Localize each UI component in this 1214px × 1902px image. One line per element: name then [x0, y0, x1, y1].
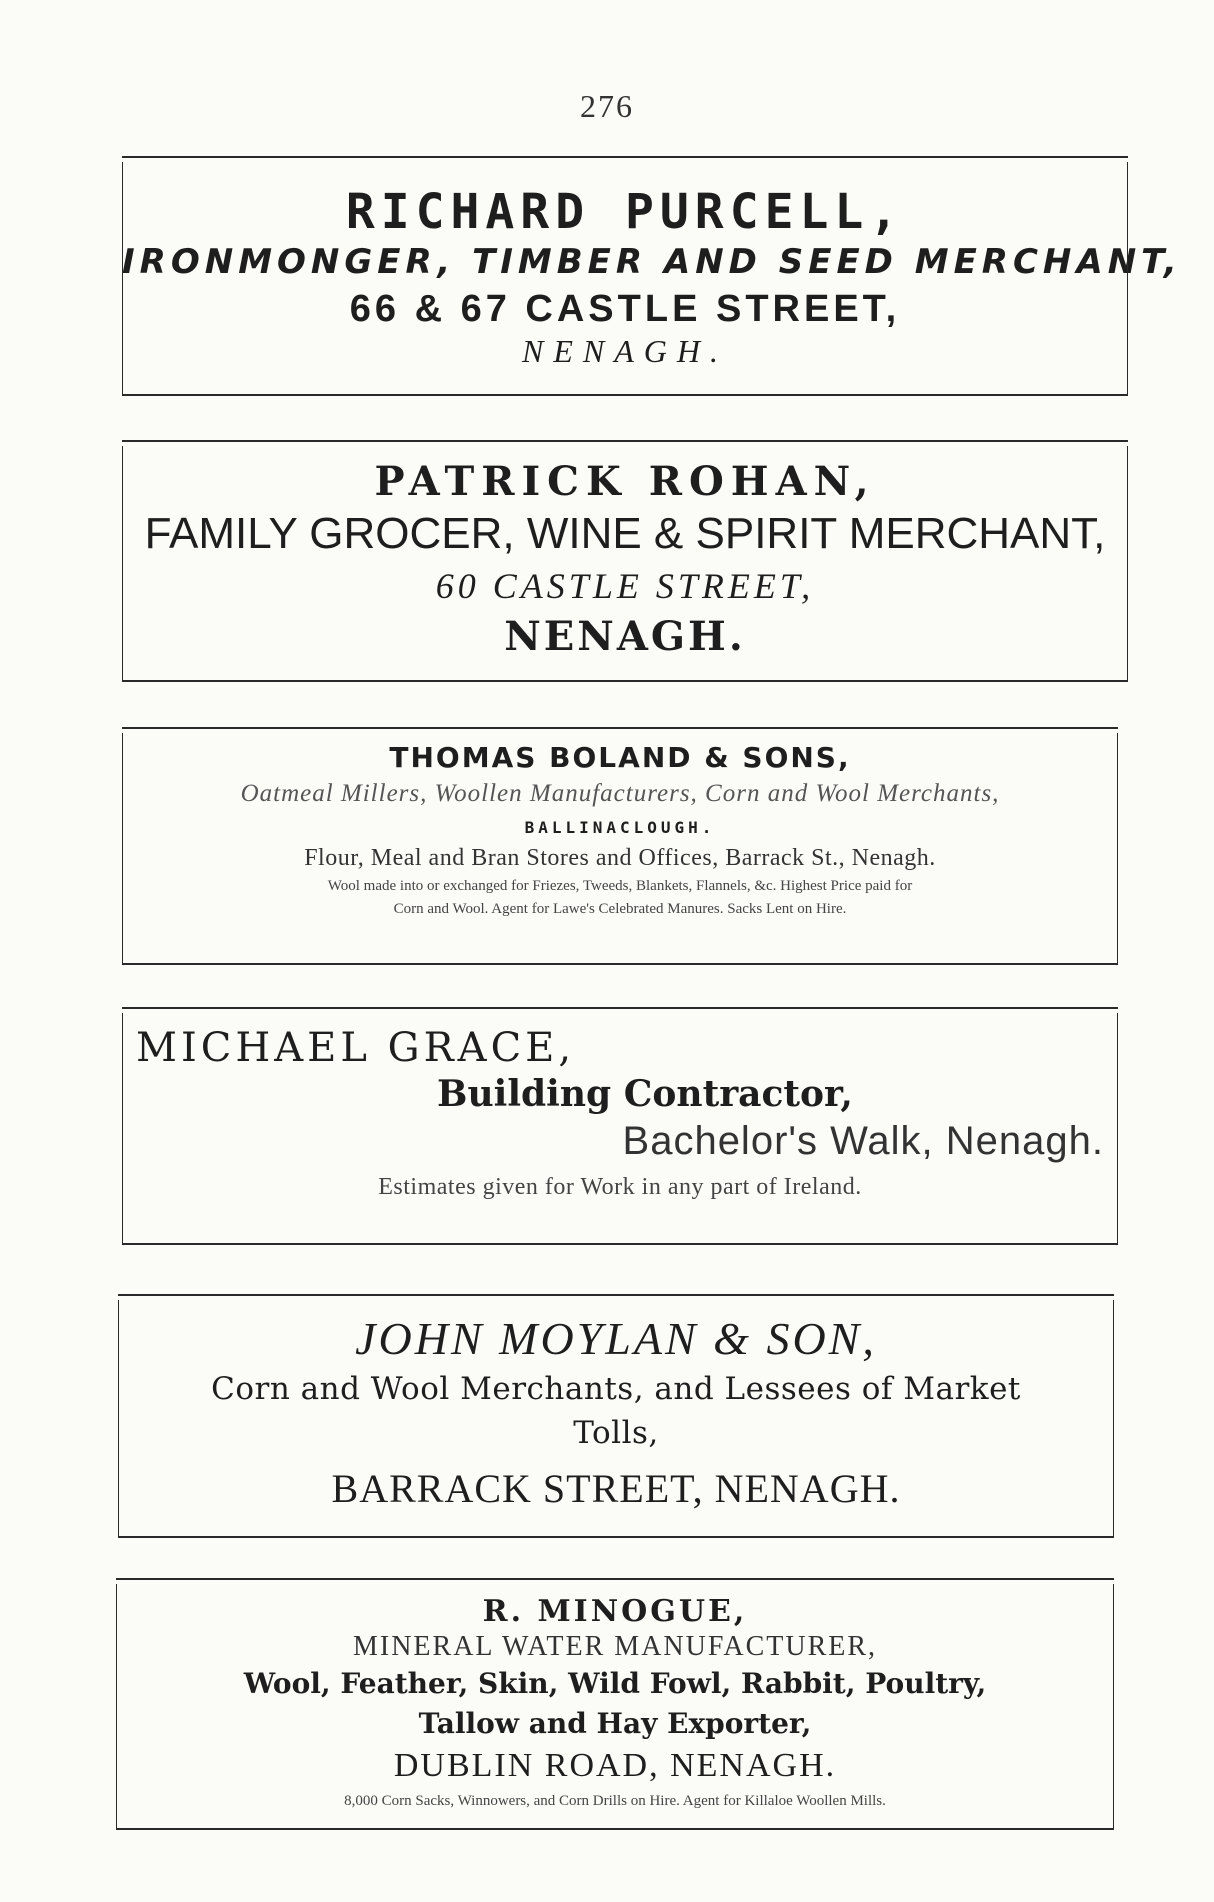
advertisement-r-minogue [116, 1578, 1114, 1830]
advertisement-thomas-boland [122, 727, 1118, 965]
border-rule [116, 1828, 1114, 1830]
business-town: NENAGH. [522, 333, 728, 369]
border-rule [1127, 446, 1128, 682]
small-print: Corn and Wool. Agent for Lawe's Celebrated Manures. Sacks Lent on Hire. [393, 901, 847, 917]
border-rule [1117, 733, 1118, 965]
border-rule [118, 1300, 119, 1538]
border-rule [122, 963, 1118, 965]
business-name: RICHARD PURCELL, [345, 184, 905, 240]
business-name: R. MINOGUE, [482, 1594, 748, 1629]
border-rule [118, 1294, 1114, 1296]
business-town: NENAGH. [504, 613, 746, 660]
border-rule [122, 727, 1118, 729]
border-rule [1113, 1584, 1114, 1830]
business-town: BALLINACLOUGH. [524, 818, 716, 837]
business-address: 60 CASTLE STREET, [435, 566, 815, 606]
border-rule [1127, 162, 1128, 396]
border-rule [122, 394, 1128, 396]
small-print: 8,000 Corn Sacks, Winnowers, and Corn Drills on Hire. Agent for Killaloe Woollen Mills. [344, 1793, 886, 1809]
border-rule [122, 1243, 1118, 1245]
business-goods: Wool, Feather, Skin, Wild Fowl, Rabbit, Poultry, [243, 1667, 987, 1700]
business-trade: Building Contractor, [437, 1073, 853, 1115]
border-rule [122, 1013, 123, 1245]
business-trade: Oatmeal Millers, Woollen Manufacturers, Corn and Wool Merchants, [240, 780, 1000, 807]
border-rule [122, 440, 1128, 442]
business-address: DUBLIN ROAD, NENAGH. [393, 1747, 837, 1784]
business-trade: Corn and Wool Merchants, and Lessees of Market [211, 1371, 1021, 1407]
border-rule [122, 162, 123, 396]
business-trade: IRONMONGER, TIMBER AND SEED MERCHANT, [122, 242, 1182, 282]
business-name: JOHN MOYLAN & SON, [355, 1313, 877, 1364]
border-rule [122, 446, 123, 682]
advertisement-richard-purcell [122, 156, 1182, 396]
border-rule [122, 156, 1128, 158]
business-trade: MINERAL WATER MANUFACTURER, [352, 1631, 878, 1662]
advertisement-patrick-rohan [122, 440, 1128, 682]
small-print: Wool made into or exchanged for Friezes, Tweeds, Blankets, Flannels, &c. Highest Price paid for [327, 878, 913, 894]
business-address: Bachelor's Walk, Nenagh. [622, 1119, 1104, 1163]
business-name: THOMAS BOLAND & SONS, [389, 741, 851, 774]
business-trade: Tolls, [573, 1415, 659, 1451]
border-rule [122, 1007, 1118, 1009]
business-stores: Flour, Meal and Bran Stores and Offices, Barrack St., Nenagh. [304, 845, 936, 871]
business-note: Estimates given for Work in any part of Ireland. [378, 1174, 862, 1200]
advertisement-john-moylan [118, 1294, 1114, 1538]
border-rule [116, 1584, 117, 1830]
page-number: 276 [580, 88, 634, 124]
border-rule [118, 1536, 1114, 1538]
business-goods: Tallow and Hay Exporter, [418, 1707, 812, 1740]
border-rule [1117, 1013, 1118, 1245]
business-address: BARRACK STREET, NENAGH. [331, 1466, 901, 1511]
advertisement-michael-grace [122, 1007, 1118, 1245]
business-name: PATRICK ROHAN, [374, 458, 876, 505]
business-address: 66 & 67 CASTLE STREET, [349, 288, 901, 330]
border-rule [122, 680, 1128, 682]
business-trade: FAMILY GROCER, WINE & SPIRIT MERCHANT, [144, 509, 1106, 558]
border-rule [116, 1578, 1114, 1580]
border-rule [122, 733, 123, 965]
border-rule [1113, 1300, 1114, 1538]
business-name: MICHAEL GRACE, [136, 1025, 576, 1071]
